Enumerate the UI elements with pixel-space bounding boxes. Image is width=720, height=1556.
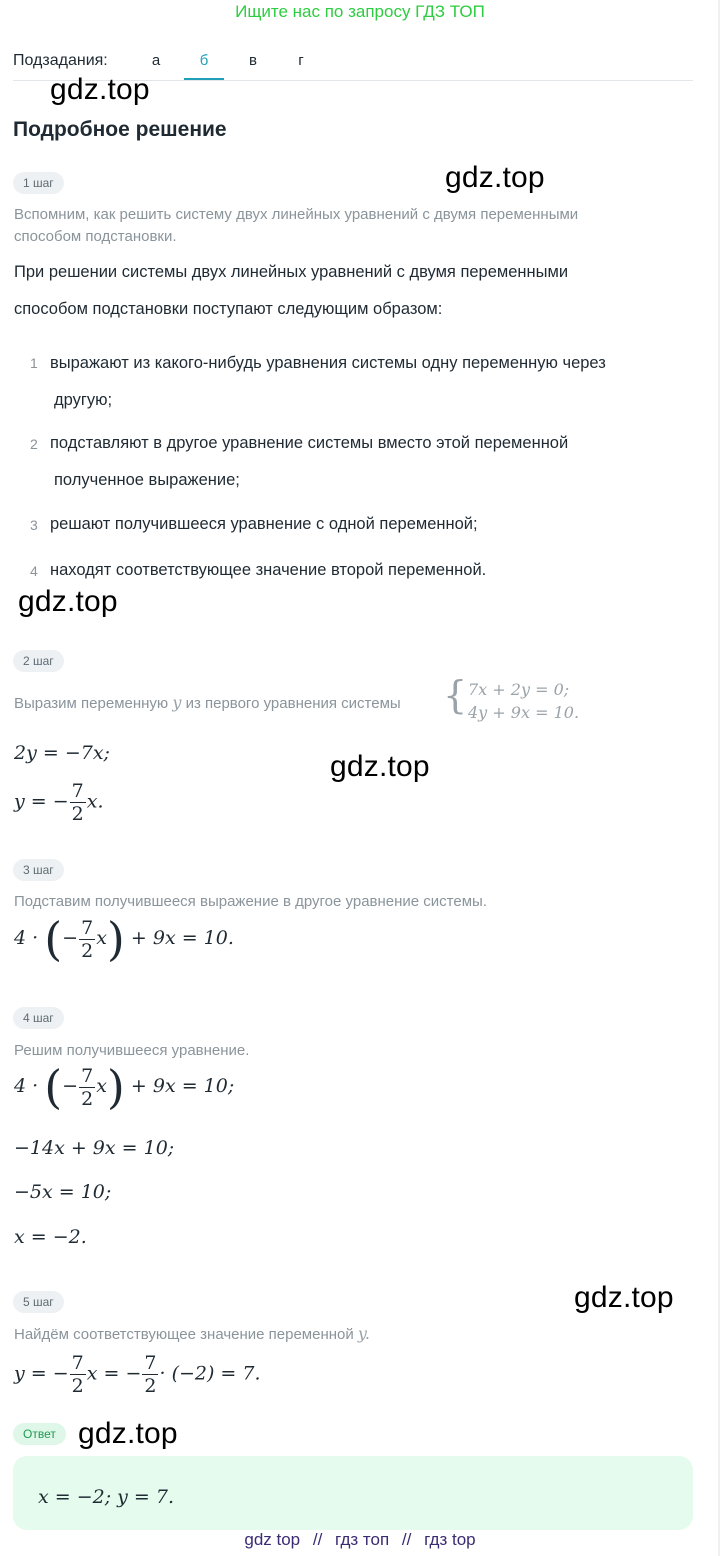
step-badge-1: 1 шаг <box>13 172 64 194</box>
watermark: gdz.top <box>18 585 118 618</box>
watermark: gdz.top <box>50 73 150 106</box>
math-line: 2y = −7x; <box>14 742 110 764</box>
system-brace: { <box>443 673 468 717</box>
watermark: gdz.top <box>330 750 430 783</box>
active-tab-indicator <box>184 78 224 80</box>
math-line: −14x + 9x = 10; <box>14 1137 175 1159</box>
math-line: y = − $\frac{7}{2}$ x. <box>14 780 104 825</box>
step3-hint: Подставим получившееся выражение в другое уравнение системы. <box>14 893 487 910</box>
step-badge-5: 5 шаг <box>13 1291 64 1313</box>
list-item-text: выражают из какого-нибудь уравнения системы одну переменную через <box>50 354 606 372</box>
tab-v[interactable]: в <box>249 52 257 69</box>
footer-links <box>0 1530 720 1550</box>
search-banner: Ищите нас по запросу ГДЗ ТОП <box>235 2 485 21</box>
math-line: −5x = 10; <box>14 1181 112 1203</box>
footer-separator: // <box>401 1530 412 1549</box>
list-item-text: решают получившееся уравнение с одной переменной; <box>50 515 478 533</box>
watermark: gdz.top <box>445 161 545 194</box>
step1-intro-line-1: При решении системы двух линейных уравнений с двумя переменными <box>14 263 569 281</box>
tab-b[interactable]: б <box>199 52 209 69</box>
tab-a[interactable]: а <box>151 52 161 69</box>
footer-link[interactable]: gdz top <box>244 1530 301 1549</box>
step5-hint: Найдём соответствующее значение переменной y. <box>14 1324 370 1343</box>
step-badge-3: 3 шаг <box>13 859 64 881</box>
step2-hint: Выразим переменную y из первого уравнения системы <box>14 693 401 712</box>
list-item-number: 4 <box>30 563 38 579</box>
tab-g[interactable]: г <box>298 52 304 69</box>
solution-title: Подробное решение <box>13 118 227 141</box>
answer-badge: Ответ <box>13 1423 66 1445</box>
footer-separator: // <box>312 1530 323 1549</box>
answer-value: x = −2; y = 7. <box>38 1486 175 1508</box>
math-line: 4 · (− $\frac{7}{2}$ x) + 9x = 10. <box>14 912 234 966</box>
list-item-text: другую; <box>54 391 113 409</box>
math-line: 4 · (− $\frac{7}{2}$ x) + 9x = 10; <box>14 1060 235 1114</box>
footer-link[interactable]: гдз top <box>424 1530 476 1549</box>
list-item-number: 1 <box>30 355 38 371</box>
subtasks-label: Подзадания: <box>13 52 108 69</box>
step-badge-2: 2 шаг <box>13 650 64 672</box>
list-item-number: 3 <box>30 517 38 533</box>
watermark: gdz.top <box>574 1281 674 1314</box>
watermark: gdz.top <box>78 1417 178 1450</box>
math-line: x = −2. <box>14 1226 87 1248</box>
step-badge-4: 4 шаг <box>13 1007 64 1029</box>
list-item-text: подставляют в другое уравнение системы вместо этой переменной <box>50 434 569 452</box>
step1-intro-line-2: способом подстановки поступают следующим образом: <box>14 300 443 318</box>
list-item-number: 2 <box>30 436 38 452</box>
system-eq-2: 4y + 9x = 10. <box>468 703 580 722</box>
list-item-text: находят соответствующее значение второй переменной. <box>50 561 487 579</box>
list-item-text: полученное выражение; <box>54 471 240 489</box>
math-line: y = − $\frac{7}{2}$ x = − $\frac{7}{2}$ · (−2) = 7. <box>14 1352 261 1397</box>
footer-link[interactable]: гдз топ <box>335 1530 390 1549</box>
system-eq-1: 7x + 2y = 0; <box>468 680 570 699</box>
step1-hint-line-2: способом подстановки. <box>14 228 177 245</box>
step1-hint-line-1: Вспомним, как решить систему двух линейных уравнений с двумя переменными <box>14 206 579 223</box>
step4-hint: Решим получившееся уравнение. <box>14 1042 250 1059</box>
